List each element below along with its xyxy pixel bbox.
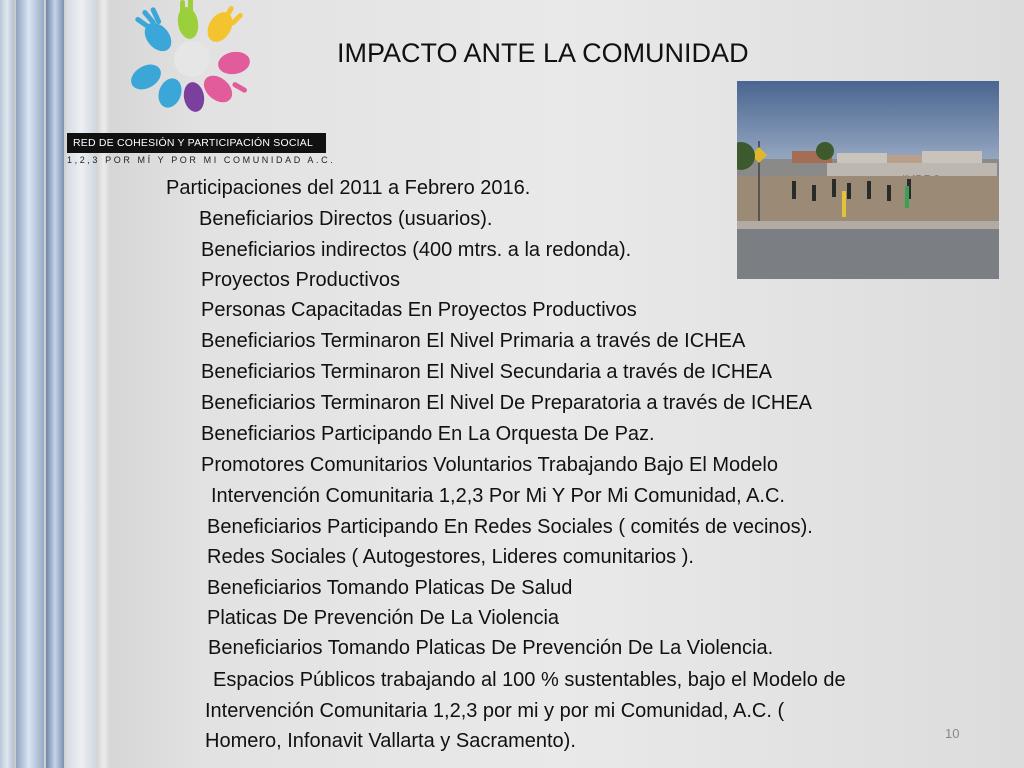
- item-text: Beneficiarios Directos (usuarios).: [199, 208, 493, 230]
- item-text: Beneficiarios Terminaron El Nivel Primaria a través de ICHEA: [201, 330, 746, 352]
- item-text: Participaciones del 2011 a Febrero 2016.: [166, 177, 531, 199]
- item-text: Beneficiarios Tomando Platicas De Salud: [207, 577, 573, 599]
- item-text: Platicas De Prevención De La Violencia: [207, 607, 560, 629]
- hands-logo-icon: [66, 0, 266, 120]
- item-text: Redes Sociales ( Autogestores, Lideres comunitarios ).: [207, 546, 694, 568]
- page-title: IMPACTO ANTE LA COMUNIDAD: [337, 38, 749, 68]
- logo-subtitle: 1,2,3 POR MÍ Y POR MI COMUNIDAD A.C.: [67, 155, 336, 165]
- item-text: Promotores Comunitarios Voluntarios Trabajando Bajo El Modelo: [201, 454, 778, 476]
- item-text: Espacios Públicos trabajando al 100 % sustentables, bajo el Modelo de: [213, 669, 846, 691]
- item-text: Beneficiarios Tomando Platicas De Prevención De La Violencia.: [208, 637, 774, 659]
- item-text: Beneficiarios Terminaron El Nivel Secundaria a través de ICHEA: [201, 361, 773, 383]
- item-text: Beneficiarios Participando En La Orquesta De Paz.: [201, 423, 655, 445]
- page-number: 10: [945, 726, 960, 741]
- item-text: Beneficiarios indirectos (400 mtrs. a la redonda).: [201, 239, 632, 261]
- item-text: Beneficiarios Terminaron El Nivel De Preparatoria a través de ICHEA: [201, 392, 813, 414]
- item-text-continuation: Homero, Infonavit Vallarta y Sacramento).: [205, 730, 576, 752]
- community-photo: [737, 81, 999, 279]
- item-text: Beneficiarios Participando En Redes Sociales ( comités de vecinos).: [207, 516, 813, 538]
- logo-banner: RED DE COHESIÓN Y PARTICIPACIÓN SOCIAL: [67, 133, 326, 153]
- item-text-continuation: Intervención Comunitaria 1,2,3 por mi y por mi Comunidad, A.C. (: [205, 700, 785, 722]
- item-text: Personas Capacitadas En Proyectos Productivos: [201, 299, 637, 321]
- item-text-continuation: Intervención Comunitaria 1,2,3 Por Mi Y Por Mi Comunidad, A.C.: [211, 485, 785, 507]
- item-text: Proyectos Productivos: [201, 269, 400, 291]
